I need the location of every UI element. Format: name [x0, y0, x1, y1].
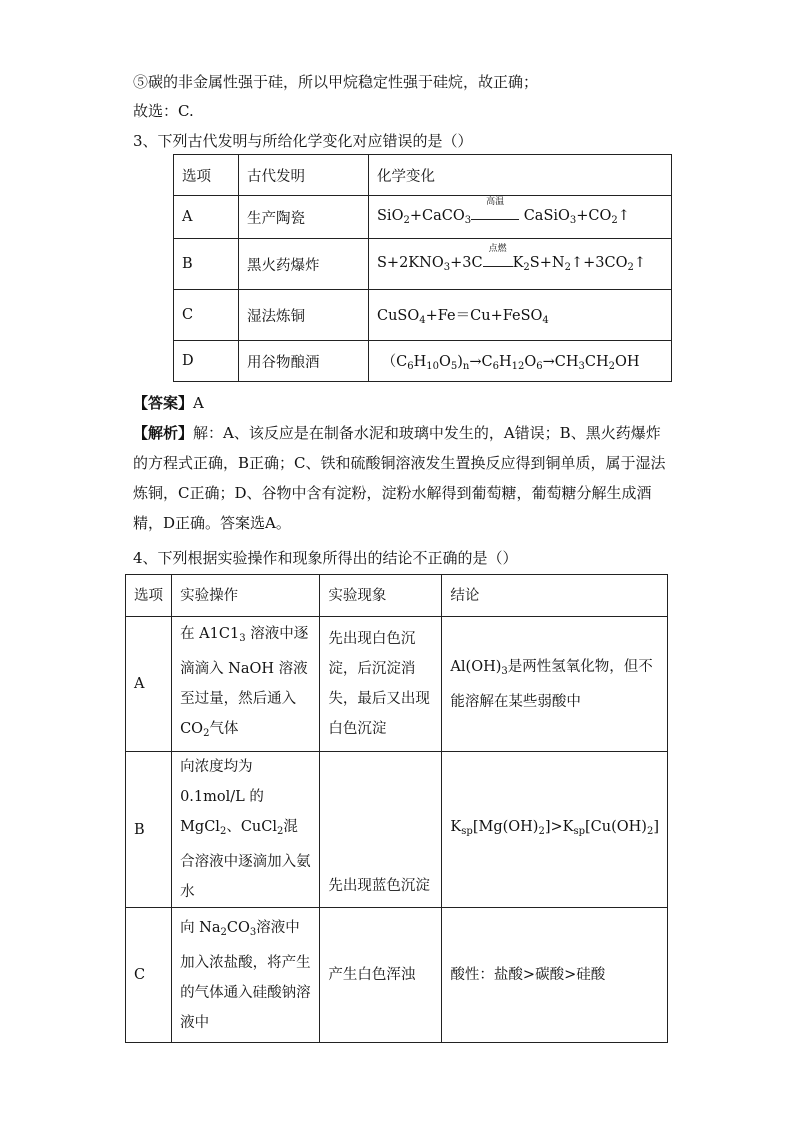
- header-cell: 结论: [442, 575, 668, 617]
- option-cell: A: [174, 196, 239, 239]
- reaction-condition: 高温: [471, 208, 519, 224]
- phenomenon-cell: 产生白色浑浊: [320, 908, 442, 1043]
- table-experiments: [125, 574, 668, 1043]
- invention-cell: 用谷物酿酒: [239, 341, 369, 382]
- question-3: 3、下列古代发明与所给化学变化对应错误的是（）: [133, 132, 473, 150]
- equation-cell: CuSO$_4$+Fe＝Cu+FeSO$_4$: [369, 290, 672, 341]
- answer-value: A: [193, 394, 204, 412]
- operation-cell: 向 $Na_2CO_3$溶液中加入浓盐酸，将产生的气体通入硅酸钠溶液中: [172, 908, 320, 1043]
- table-row: [126, 908, 668, 1043]
- analysis-text: 解：A、该反应是在制备水泥和玻璃中发生的，A错误；B、黑火药爆炸的方程式正确，B正确；C、铁和硫酸铜溶液发生置换反应得到铜单质，属于湿法炼铜，C正确；D、谷物中含有淀粉，淀粉水解得到葡萄糖，葡萄糖分解生成酒精，D正确。答案选A。: [133, 424, 666, 532]
- question-4: 4、下列根据实验操作和现象所得出的结论不正确的是（）: [133, 549, 518, 567]
- equation-cell: $(C_6H_{10}O_5)_n\to C_6H_{12}O_6\to CH_3CH_2OH$: [369, 341, 672, 382]
- header-cell: 选项: [126, 575, 172, 617]
- reaction-condition: 点燃: [483, 255, 513, 271]
- table-header-row: [174, 155, 672, 196]
- option-cell: A: [126, 617, 172, 752]
- option-cell: B: [174, 239, 239, 290]
- analysis-paragraph: [133, 418, 673, 538]
- equation-cell: SiO$_2$+CaCO$_3$ 高温 $CaSiO_3+CO_2↑$: [369, 196, 672, 239]
- equation-cell: $S+2KNO_3+3C$ 点燃 $K_2S+N_2↑+3CO_2↑$: [369, 239, 672, 290]
- invention-cell: 黑火药爆炸: [239, 239, 369, 290]
- text-line: 故选：C.: [133, 102, 194, 120]
- table-row: [126, 752, 668, 908]
- option-cell: D: [174, 341, 239, 382]
- option-cell: C: [126, 908, 172, 1043]
- answer-label: 【答案】: [133, 394, 194, 412]
- table-row: [174, 290, 672, 341]
- table-row: [174, 239, 672, 290]
- conclusion-cell: 酸性：盐酸>碳酸>硅酸: [442, 908, 668, 1043]
- option-cell: C: [174, 290, 239, 341]
- conclusion-cell: $Al(OH)_3$是两性氢氧化物，但不能溶解在某些弱酸中: [442, 617, 668, 752]
- phenomenon-cell: 先出现白色沉淀，后沉淀消失，最后又出现白色沉淀: [320, 617, 442, 752]
- analysis-label: 【解析】: [133, 424, 194, 442]
- table-ancient-inventions: [173, 154, 672, 382]
- invention-cell: 湿法炼铜: [239, 290, 369, 341]
- phenomenon-cell: 先出现蓝色沉淀: [320, 752, 442, 908]
- operation-cell: 在 $A1C1_3$ 溶液中逐滴滴入 NaOH 溶液至过量，然后通入 $CO_2$气体: [172, 617, 320, 752]
- answer-line: [133, 393, 204, 413]
- text-line: ⑤碳的非金属性强于硅，所以甲烷稳定性强于硅烷，故正确；: [133, 73, 539, 91]
- operation-cell: 向浓度均为 0.1mol/L 的 MgCl$_2$、CuCl$_2$混合溶液中逐滴加入氨水: [172, 752, 320, 908]
- header-cell: 实验操作: [172, 575, 320, 617]
- table-row: [126, 617, 668, 752]
- header-cell: 化学变化: [369, 155, 672, 196]
- header-cell: 实验现象: [320, 575, 442, 617]
- header-cell: 选项: [174, 155, 239, 196]
- option-cell: B: [126, 752, 172, 908]
- table-header-row: [126, 575, 668, 617]
- table-row: [174, 341, 672, 382]
- table-row: [174, 196, 672, 239]
- header-cell: 古代发明: [239, 155, 369, 196]
- invention-cell: 生产陶瓷: [239, 196, 369, 239]
- conclusion-cell: $K_{sp}[Mg(OH)_2]>K_{sp}[Cu(OH)_2]$: [442, 752, 668, 908]
